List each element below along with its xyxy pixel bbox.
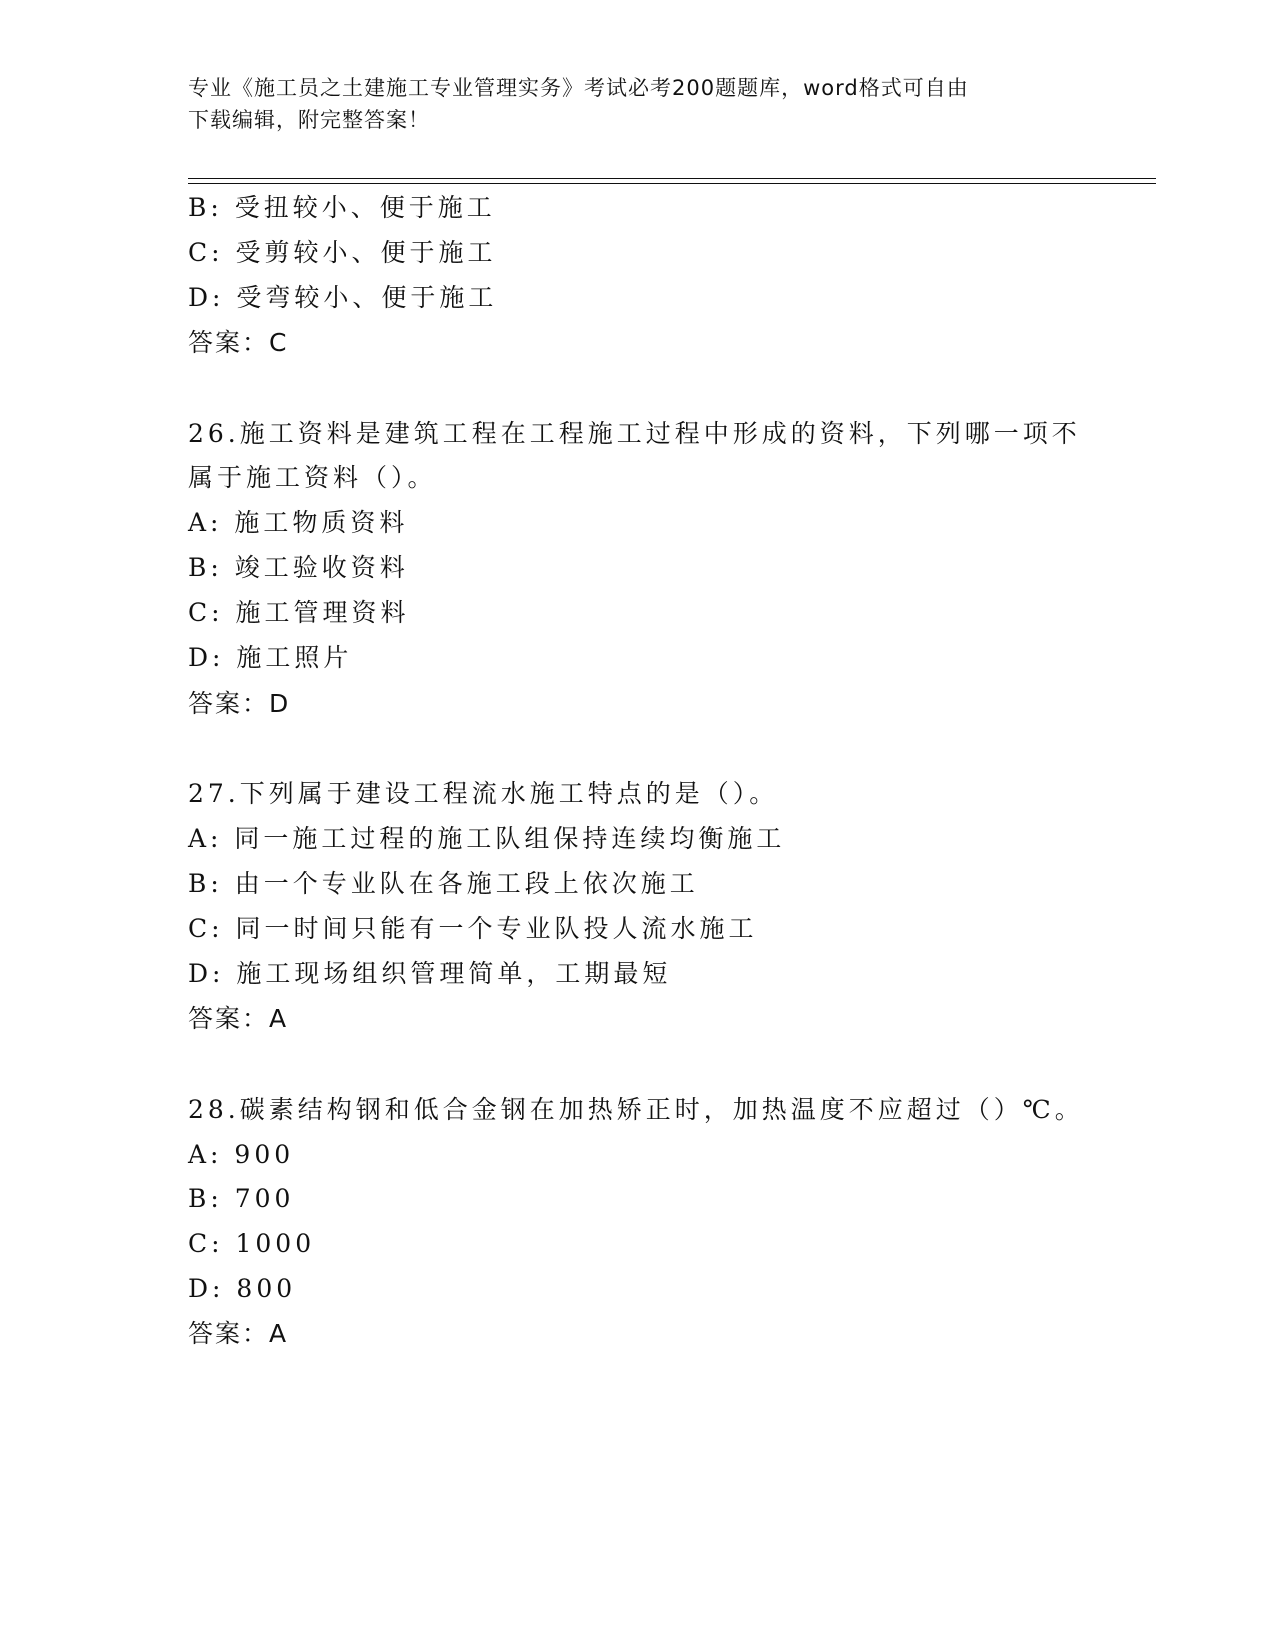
q27-stem: 27.下列属于建设工程流水施工特点的是（）。 — [188, 779, 779, 808]
q26-option-a: A: 施工物质资料 — [188, 508, 409, 537]
header-line-2: 下载编辑，附完整答案！ — [188, 108, 430, 132]
header-line-1: 专业《施工员之土建施工专业管理实务》考试必考200题题库，word格式可自由 — [188, 76, 969, 100]
q27-option-b: B: 由一个专业队在各施工段上依次施工 — [188, 869, 699, 898]
q27-option-c: C: 同一时间只能有一个专业队投人流水施工 — [188, 914, 758, 943]
q26-stem-line-1: 26.施工资料是建筑工程在工程施工过程中形成的资料，下列哪一项不 — [188, 419, 1081, 448]
q28-option-c: C: 1000 — [188, 1229, 316, 1258]
q25-option-c: C: 受剪较小、便于施工 — [188, 238, 497, 267]
document-header — [188, 72, 1088, 136]
q28-stem: 28.碳素结构钢和低合金钢在加热矫正时，加热温度不应超过（）℃。 — [188, 1095, 1084, 1124]
q26-stem-line-2: 属于施工资料（）。 — [188, 463, 437, 492]
q27-option-a: A: 同一施工过程的施工队组保持连续均衡施工 — [188, 824, 786, 853]
q25-answer: 答案：C — [188, 328, 289, 357]
header-divider-bottom — [188, 183, 1156, 184]
q27-answer: 答案：A — [188, 1004, 289, 1033]
q26-option-c: C: 施工管理资料 — [188, 598, 410, 627]
q26-answer: 答案：D — [188, 689, 291, 718]
q28-option-d: D: 800 — [188, 1274, 297, 1303]
q28-answer: 答案：A — [188, 1319, 289, 1348]
header-divider-top — [188, 178, 1156, 179]
q28-option-a: A: 900 — [188, 1140, 295, 1169]
q27-option-d: D: 施工现场组织管理简单，工期最短 — [188, 959, 672, 988]
q25-option-b: B: 受扭较小、便于施工 — [188, 193, 496, 222]
q28-option-b: B: 700 — [188, 1184, 295, 1213]
q26-option-b: B: 竣工验收资料 — [188, 553, 409, 582]
q26-option-d: D: 施工照片 — [188, 643, 353, 672]
q25-option-d: D: 受弯较小、便于施工 — [188, 283, 498, 312]
